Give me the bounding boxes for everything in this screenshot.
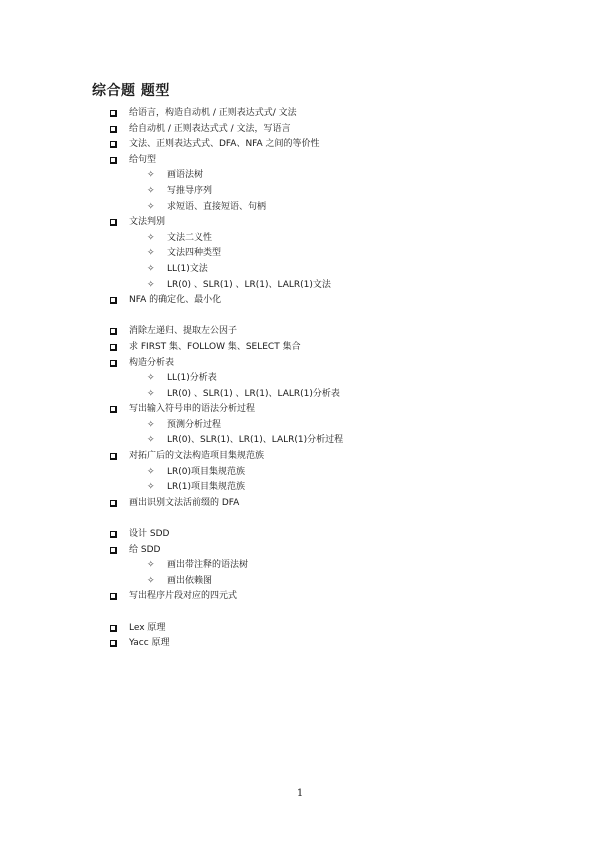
item-text: LR(0)项目集规范族 (167, 466, 246, 477)
spacer-row (110, 605, 580, 621)
spacer-row (110, 309, 580, 325)
item-text: 画出依赖图 (167, 575, 213, 586)
item-text: LR(0)、SLR(1)、LR(1)、LALR(1)分析过程 (167, 435, 344, 446)
checkbox-square-icon (110, 344, 117, 351)
diamond-star-icon: ✧ (147, 185, 155, 196)
item-text: 写出程序片段对应的四元式 (129, 591, 238, 602)
topic-list (110, 106, 580, 652)
item-text: LL(1)文法 (167, 263, 208, 274)
item-text: Yacc 原理 (129, 638, 170, 649)
list-item (110, 324, 580, 340)
item-text: 消除左递归、提取左公因子 (129, 326, 238, 337)
sub-list-item (110, 246, 580, 262)
diamond-star-icon: ✧ (147, 201, 155, 212)
diamond-star-icon: ✧ (147, 560, 155, 571)
diamond-star-icon: ✧ (147, 466, 155, 477)
checkbox-square-icon (110, 625, 117, 632)
diamond-star-icon: ✧ (147, 575, 155, 586)
sub-list-item (110, 558, 580, 574)
item-text: LR(1)项目集规范族 (167, 482, 246, 493)
diamond-star-icon: ✧ (147, 232, 155, 243)
list-item (110, 215, 580, 231)
list-item (110, 527, 580, 543)
sub-list-item (110, 465, 580, 481)
item-text: 写推导序列 (167, 185, 213, 196)
list-item (110, 106, 580, 122)
item-text: 构造分析表 (129, 357, 175, 368)
diamond-star-icon: ✧ (147, 388, 155, 399)
item-text: 画语法树 (167, 170, 204, 181)
item-text: LL(1)分析表 (167, 373, 217, 384)
checkbox-square-icon (110, 219, 117, 226)
sub-list-item (110, 262, 580, 278)
sub-list-item (110, 184, 580, 200)
checkbox-square-icon (110, 360, 117, 367)
item-text: NFA 的确定化、最小化 (129, 295, 222, 306)
checkbox-square-icon (110, 126, 117, 133)
diamond-star-icon: ✧ (147, 263, 155, 274)
item-text: 文法判别 (129, 217, 166, 228)
checkbox-square-icon (110, 640, 117, 647)
diamond-star-icon: ✧ (147, 373, 155, 384)
checkbox-square-icon (110, 406, 117, 413)
item-text: 文法二义性 (167, 232, 213, 243)
item-text: 给语言，构造自动机 / 正则表达式式/ 文法 (129, 108, 297, 118)
item-text: 求 FIRST 集、FOLLOW 集、SELECT 集合 (129, 341, 301, 352)
list-item (110, 137, 580, 153)
item-text: Lex 原理 (129, 622, 166, 633)
diamond-star-icon: ✧ (147, 435, 155, 446)
item-text: 给句型 (129, 154, 157, 165)
sub-list-item (110, 418, 580, 434)
checkbox-square-icon (110, 328, 117, 335)
diamond-star-icon: ✧ (147, 170, 155, 181)
sub-list-item (110, 433, 580, 449)
sub-list-item (110, 371, 580, 387)
item-text: LR(0) 、SLR(1) 、LR(1)、LALR(1)文法 (167, 279, 331, 290)
diamond-star-icon: ✧ (147, 279, 155, 290)
checkbox-square-icon (110, 531, 117, 538)
item-text: LR(0) 、SLR(1) 、LR(1)、LALR(1)分析表 (167, 388, 340, 399)
item-text: 写出输入符号串的语法分析过程 (129, 404, 256, 415)
list-item (110, 621, 580, 637)
list-item (110, 543, 580, 559)
diamond-star-icon: ✧ (147, 248, 155, 259)
item-text: 预测分析过程 (167, 419, 222, 430)
checkbox-square-icon (110, 453, 117, 460)
list-item (110, 356, 580, 372)
sub-list-item (110, 480, 580, 496)
list-item (110, 153, 580, 169)
sub-list-item (110, 574, 580, 590)
item-text: 设计 SDD (129, 529, 170, 540)
item-text: 对拓广后的文法构造项目集规范族 (129, 451, 265, 462)
item-text: 求短语、直接短语、句柄 (167, 201, 267, 212)
list-item (110, 340, 580, 356)
sub-list-item (110, 278, 580, 294)
checkbox-square-icon (110, 297, 117, 304)
page-title: 综合题 题型 (92, 83, 170, 99)
item-text: 给自动机 / 正则表达式式 / 文法，写语言 (129, 123, 291, 134)
checkbox-square-icon (110, 500, 117, 507)
item-text: 文法、正则表达式式、DFA、NFA 之间的等价性 (129, 139, 320, 150)
item-text: 画出带注释的语法树 (167, 560, 249, 571)
list-item (110, 636, 580, 652)
list-item (110, 122, 580, 138)
diamond-star-icon: ✧ (147, 482, 155, 493)
page-number: 1 (296, 788, 304, 799)
diamond-star-icon: ✧ (147, 419, 155, 430)
sub-list-item (110, 168, 580, 184)
spacer-row (110, 511, 580, 527)
checkbox-square-icon (110, 141, 117, 148)
item-text: 画出识别文法活前缀的 DFA (129, 497, 240, 508)
checkbox-square-icon (110, 593, 117, 600)
list-item (110, 496, 580, 512)
item-text: 文法四种类型 (167, 248, 222, 259)
list-item (110, 402, 580, 418)
sub-list-item (110, 200, 580, 216)
checkbox-square-icon (110, 547, 117, 554)
checkbox-square-icon (110, 110, 117, 117)
sub-list-item (110, 387, 580, 403)
checkbox-square-icon (110, 157, 117, 164)
list-item (110, 449, 580, 465)
list-item (110, 293, 580, 309)
item-text: 给 SDD (129, 544, 161, 555)
sub-list-item (110, 231, 580, 247)
list-item (110, 589, 580, 605)
